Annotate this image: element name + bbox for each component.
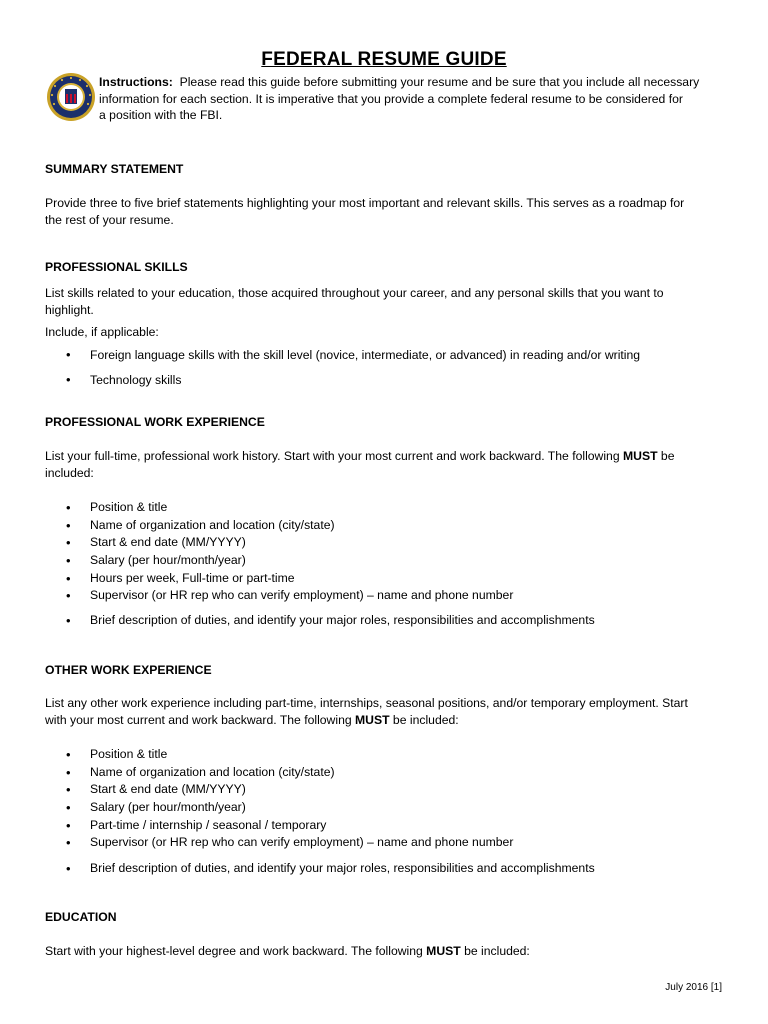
list-item: • Position & title <box>45 499 513 517</box>
list-item: • Brief description of duties, and identify your major roles, responsibilities and accomplishments <box>45 612 595 630</box>
skills-include-label: Include, if applicable: <box>45 325 159 339</box>
section-heading-education: EDUCATION <box>45 910 117 924</box>
list-item: • Supervisor (or HR rep who can verify employment) – name and phone number <box>45 587 513 605</box>
paragraph-text: be <box>657 449 675 463</box>
section-heading-summary: SUMMARY STATEMENT <box>45 162 184 176</box>
work-bullet-list <box>45 499 513 605</box>
section-heading-other-work: OTHER WORK EXPERIENCE <box>45 663 212 677</box>
fbi-seal-icon <box>46 72 96 122</box>
list-item: • Brief description of duties, and identify your major roles, responsibilities and accomplishments <box>45 860 595 878</box>
paragraph-text: be included: <box>460 944 530 958</box>
list-item: • Part-time / internship / seasonal / temporary <box>45 817 513 835</box>
other-work-paragraph <box>45 695 735 728</box>
paragraph-line: included: <box>45 465 94 480</box>
page-footer: July 2016 [1] <box>665 982 722 993</box>
section-heading-skills: PROFESSIONAL SKILLS <box>45 260 188 274</box>
list-item: • Start & end date (MM/YYYY) <box>45 781 513 799</box>
paragraph-line: List skills related to your education, those acquired throughout your career, and any personal skills that you want to <box>45 286 664 300</box>
work-bullet-list-last <box>45 612 595 630</box>
list-item: • Supervisor (or HR rep who can verify employment) – name and phone number <box>45 834 513 852</box>
list-item: • Salary (per hour/month/year) <box>45 552 513 570</box>
skills-paragraph <box>45 285 735 318</box>
paragraph-text: Start with your highest-level degree and work backward. The following <box>45 944 427 958</box>
education-paragraph <box>45 943 735 960</box>
page-title: FEDERAL RESUME GUIDE <box>261 49 507 70</box>
summary-paragraph <box>45 195 735 228</box>
paragraph-text: List your full-time, professional work history. Start with your most current and work backward. The following <box>45 449 624 463</box>
section-heading-work: PROFESSIONAL WORK EXPERIENCE <box>45 415 265 429</box>
list-item: • Salary (per hour/month/year) <box>45 799 513 817</box>
instructions-block <box>99 74 739 124</box>
paragraph-line: Provide three to five brief statements highlighting your most important and relevant skills. This serves as a roadmap for <box>45 196 685 210</box>
paragraph-line: List any other work experience including part-time, internships, seasonal positions, and/or temporary employment. Start <box>45 696 688 710</box>
must-emphasis: MUST <box>623 449 658 463</box>
instructions-line: Please read this guide before submitting your resume and be sure that you include all necessary <box>179 75 700 89</box>
list-item: • Position & title <box>45 746 513 764</box>
list-item: • Name of organization and location (city/state) <box>45 764 513 782</box>
other-work-bullet-list <box>45 746 513 852</box>
list-item: • Technology skills <box>45 371 640 396</box>
list-item: • Name of organization and location (city/state) <box>45 517 513 535</box>
list-item: • Foreign language skills with the skill level (novice, intermediate, or advanced) in reading and/or writing <box>45 346 640 371</box>
skills-bullet-list <box>45 346 640 396</box>
must-emphasis: MUST <box>355 712 390 727</box>
instructions-line: a position with the FBI. <box>99 108 223 122</box>
list-item: • Hours per week, Full-time or part-time <box>45 570 513 588</box>
paragraph-line: the rest of your resume. <box>45 212 174 227</box>
paragraph-text: with your most current and work backward. The following <box>45 712 356 727</box>
work-paragraph <box>45 448 735 481</box>
paragraph-line: highlight. <box>45 302 94 317</box>
other-work-bullet-list-last <box>45 860 595 878</box>
paragraph-text: be included: <box>389 712 459 727</box>
instructions-label: Instructions: <box>99 75 173 89</box>
instructions-line: information for each section. It is imperative that you provide a complete federal resume to be considered for <box>99 91 683 106</box>
must-emphasis: MUST <box>426 944 461 958</box>
list-item: • Start & end date (MM/YYYY) <box>45 534 513 552</box>
